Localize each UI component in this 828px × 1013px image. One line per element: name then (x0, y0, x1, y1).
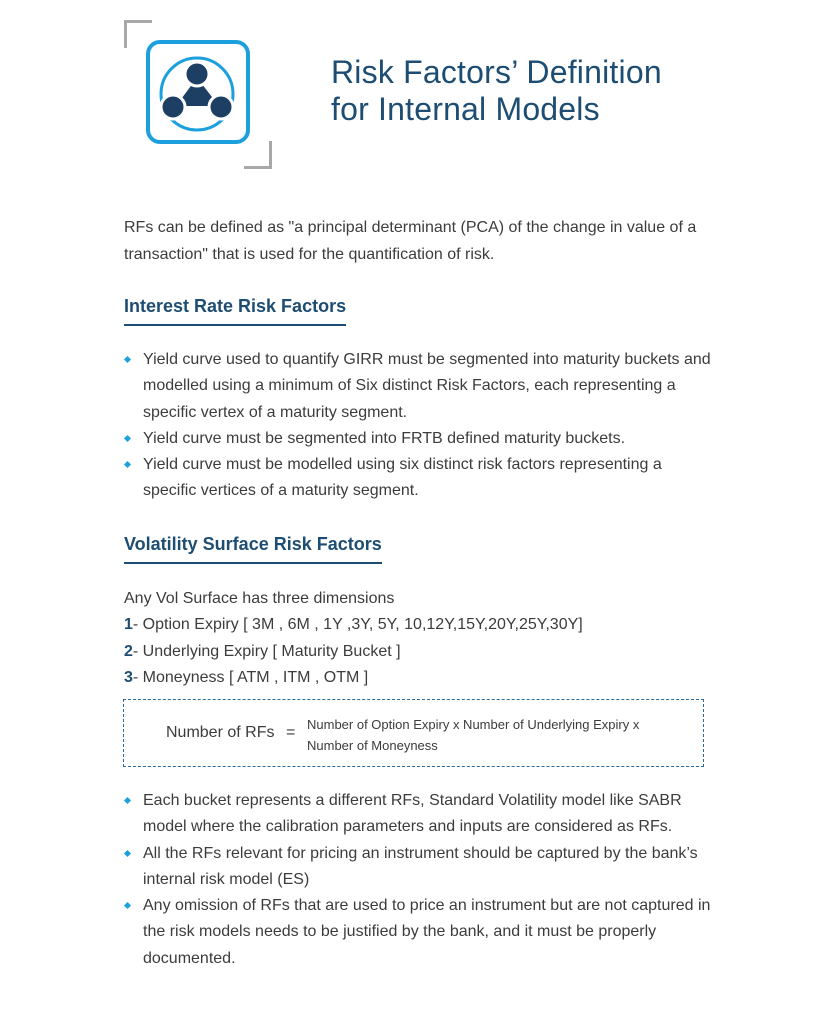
formula-equals: = (286, 724, 296, 741)
list-item (124, 893, 714, 972)
list-item (124, 841, 714, 894)
dimension-number: 3 (124, 668, 133, 686)
dimension-number: 2 (124, 642, 133, 660)
volatility-bullet-list (124, 788, 714, 972)
volatility-intro: Any Vol Surface has three dimensions (124, 590, 395, 607)
dimension-item (124, 612, 714, 638)
network-triangle-icon (146, 40, 250, 149)
diamond-bullet-icon (124, 356, 131, 363)
diamond-bullet-icon (124, 850, 131, 857)
list-item-text: Yield curve must be modelled using six distinct risk factors representing a specific vertices of a maturity segment. (143, 456, 662, 500)
diamond-bullet-icon (124, 797, 131, 804)
dimension-text: - Option Expiry [ 3M , 6M , 1Y ,3Y, 5Y, 10,12Y,15Y,20Y,25Y,30Y] (132, 616, 583, 634)
interest-rate-heading-text: Interest Rate Risk Factors (124, 296, 346, 326)
dimension-text: - Moneyness [ ATM , ITM , OTM ] (132, 668, 369, 686)
page-title (331, 54, 662, 128)
interest-rate-bullet-list (124, 347, 714, 505)
list-item-text: Each bucket represents a different RFs, Standard Volatility model like SABR model where the calibration parameters and inputs are considered as RFs. (143, 792, 682, 836)
list-item-text: Yield curve used to quantify GIRR must be segmented into maturity buckets and modelled using a minimum of Six distinct Risk Factors, each representing a specific vertex of a maturity segment. (143, 351, 711, 421)
list-item (124, 452, 714, 505)
dimension-item (124, 639, 714, 665)
diamond-bullet-icon (124, 461, 131, 468)
intro-paragraph: RFs can be defined as "a principal determinant (PCA) of the change in value of a transaction" that is used for the quantification of risk. (124, 219, 697, 263)
list-item (124, 347, 714, 426)
dimension-number: 1 (124, 616, 133, 634)
formula-rhs-line-2: Number of Moneyness (307, 738, 438, 753)
volatility-heading-text: Volatility Surface Risk Factors (124, 534, 382, 564)
list-item-text: Yield curve must be segmented into FRTB defined maturity buckets. (143, 429, 626, 447)
page-title-line-1: Risk Factors’ Definition (331, 54, 662, 90)
list-item (124, 788, 714, 841)
volatility-heading (124, 534, 382, 564)
diamond-bullet-icon (124, 435, 131, 442)
list-item (124, 426, 714, 452)
formula-rhs (307, 714, 687, 756)
header-logo (124, 20, 272, 169)
list-item-text: Any omission of RFs that are used to price an instrument but are not captured in the risk models needs to be justified by the bank, and it must be properly documented. (143, 897, 711, 967)
list-item-text: All the RFs relevant for pricing an instrument should be captured by the bank’s internal risk model (ES) (143, 844, 698, 888)
interest-rate-heading (124, 296, 346, 326)
formula-box (123, 699, 704, 767)
formula-lhs: Number of RFs (166, 724, 275, 741)
formula-rhs-line-1: Number of Option Expiry x Number of Underlying Expiry x (307, 717, 640, 732)
dimension-item (124, 665, 714, 691)
diamond-bullet-icon (124, 902, 131, 909)
page-title-line-2: for Internal Models (331, 91, 600, 127)
volatility-dimensions (124, 586, 714, 691)
dimension-text: - Underlying Expiry [ Maturity Bucket ] (132, 642, 401, 660)
